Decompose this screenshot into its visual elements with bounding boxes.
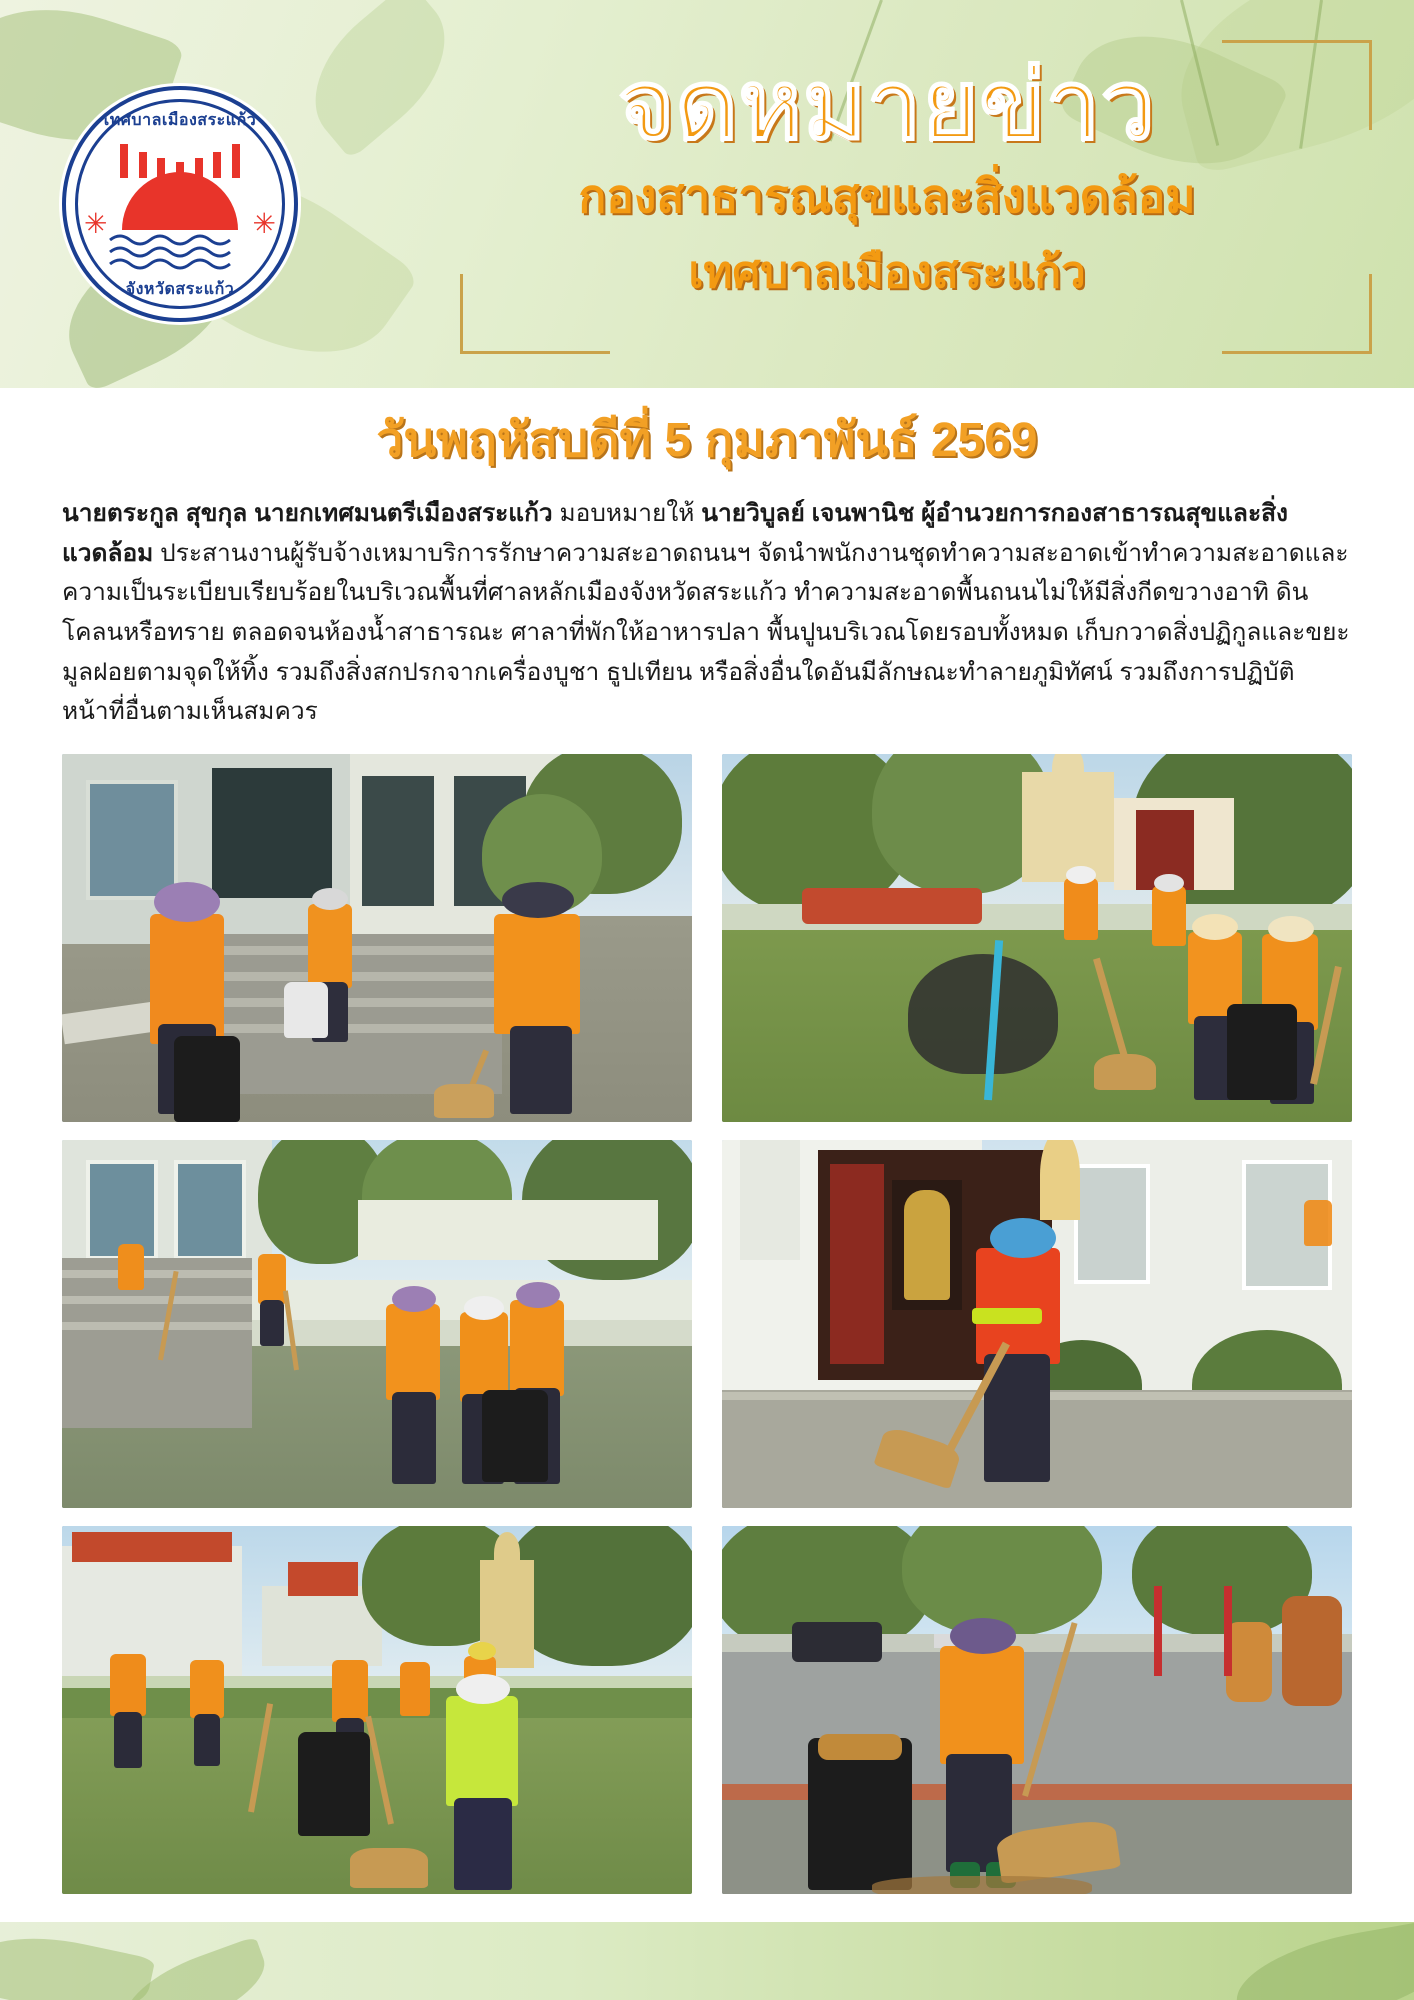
newsletter-title: จดหมายข่าว <box>618 52 1156 159</box>
leaf-decoration-icon <box>1229 1918 1414 2000</box>
photo-2 <box>722 754 1352 1122</box>
department-name: กองสาธารณสุขและสิ่งแวดล้อม <box>578 170 1196 222</box>
photo-6 <box>722 1526 1352 1894</box>
page-header <box>0 0 1414 388</box>
header-title-block <box>420 52 1354 307</box>
page-footer <box>0 1922 1414 2000</box>
star-icon: ✳ <box>252 208 276 239</box>
photo-grid <box>62 754 1352 1894</box>
municipality-seal-logo <box>62 86 298 322</box>
date-bar <box>0 388 1414 488</box>
leaf-decoration-icon <box>0 1922 155 2000</box>
photo-5 <box>62 1526 692 1894</box>
star-icon: ✳ <box>84 208 108 239</box>
seal-text-top: เทศบาลเมืองสระแก้ว <box>103 112 257 129</box>
organization-name: เทศบาลเมืองสระแก้ว <box>688 248 1086 297</box>
article-paragraph: นายตระกูล สุขกุล นายกเทศมนตรีเมืองสระแก้ว มอบหมายให้ นายวิบูลย์ เจนพานิช ผู้อำนวยการกองสาธารณสุขและสิ่งแวดล้อม ประสานงานผู้รับจ้างเหมาบริการรักษาความสะอาดถนนฯ จัดนำพนักงานชุดทำความสะอาดเข้าทำความสะอาดและความเป็นระเบียบเรียบร้อยในบริเวณพื้นที่ศาลหลักเมืองจังหวัดสระแก้ว ทำความสะอาดพื้นถนนไม่ให้มีสิ่งกีดขวางอาทิ ดิน โคลนหรือทราย ตลอดจนห้องน้ำสาธารณะ ศาลาที่พักให้อาหารปลา พื้นปูนบริเวณโดยรอบทั้งหมด เก็บกวาดสิ่งปฏิกูลและขยะมูลฝอยตามจุดให้ทิ้ง รวมถึงสิ่งสกปรกจากเครื่องบูชา ธูปเทียน หรือสิ่งอื่นใดอันมีลักษณะทำลายภูมิทัศน์ รวมถึงการปฏิบัติหน้าที่อื่นตามเห็นสมควร <box>62 500 1350 726</box>
photo-4 <box>722 1140 1352 1508</box>
water-waves-icon <box>105 232 255 276</box>
photo-1 <box>62 754 692 1122</box>
seal-text-bottom: จังหวัดสระแก้ว <box>125 281 235 298</box>
photo-3 <box>62 1140 692 1508</box>
publication-date: วันพฤหัสบดีที่ 5 กุมภาพันธ์ 2569 <box>376 414 1038 467</box>
